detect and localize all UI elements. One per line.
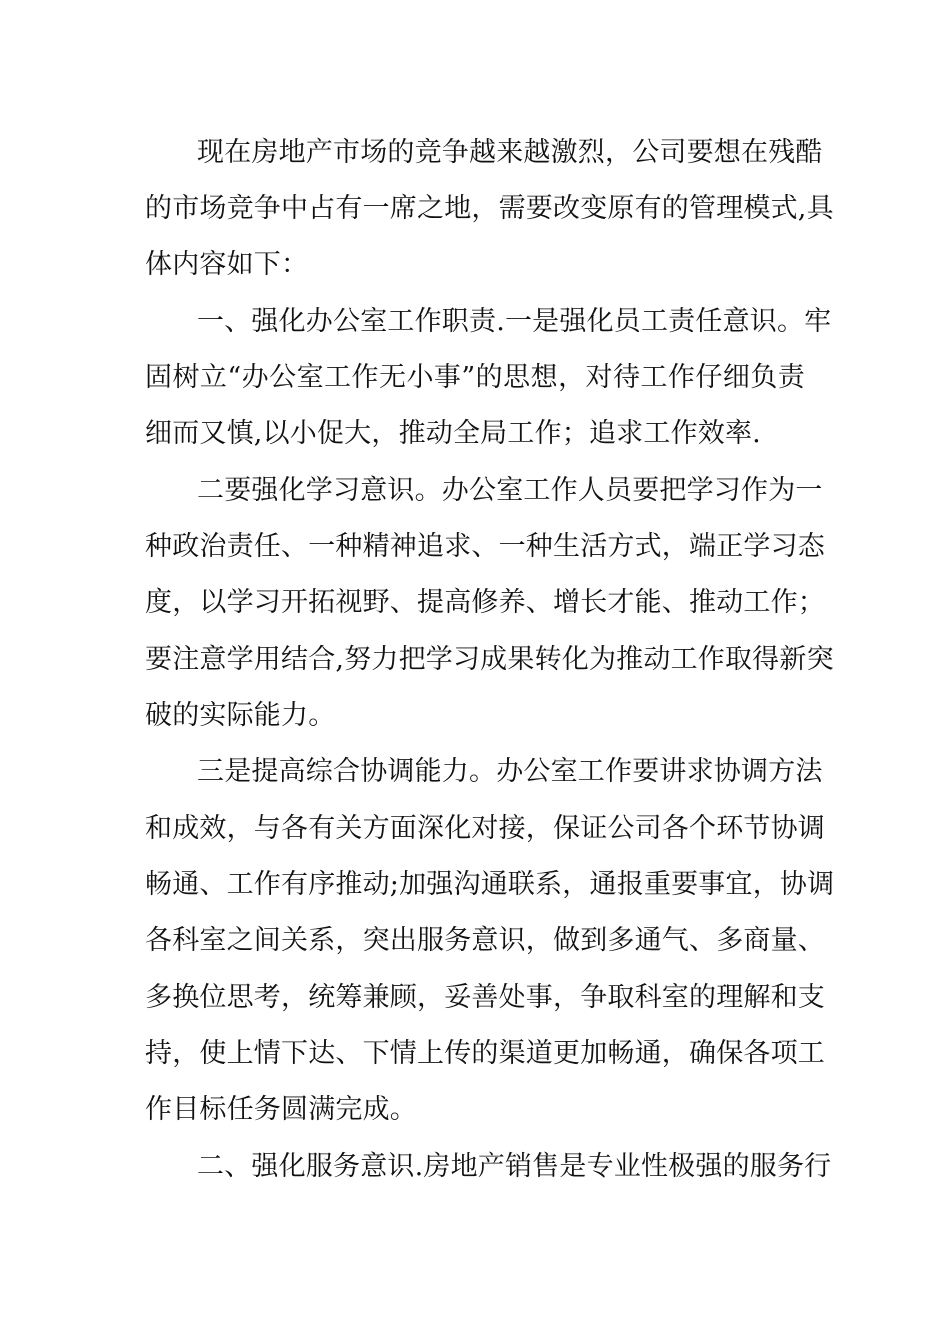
text-line: 体内容如下： — [145, 249, 309, 280]
text-line: 各科室之间关系，突出服务意识，做到多通气、多商量、 — [145, 925, 825, 956]
text-line: 的市场竞争中占有一席之地，需要改变原有的管理模式,具 — [145, 193, 834, 224]
text-line: 作目标任务圆满完成。 — [145, 1094, 417, 1125]
text-line: 和成效，与各有关方面深化对接，保证公司各个环节协调 — [145, 813, 825, 844]
text-line: 破的实际能力。 — [145, 700, 336, 731]
text-line: 一、强化办公室工作职责.一是强化员工责任意识。牢 — [197, 306, 832, 337]
text-line: 要注意学用结合,努力把学习成果转化为推动工作取得新突 — [145, 644, 834, 675]
text-line: 三是提高综合协调能力。办公室工作要讲求协调方法 — [197, 756, 823, 787]
text-line: 持，使上情下达、下情上传的渠道更加畅通，确保各项工 — [145, 1038, 825, 1069]
text-line: 多换位思考，统筹兼顾，妥善处事，争取科室的理解和支 — [145, 982, 825, 1013]
text-line: 现在房地产市场的竞争越来越激烈，公司要想在残酷 — [197, 137, 823, 168]
text-line: 度，以学习开拓视野、提高修养、增长才能、推动工作； — [145, 587, 825, 618]
text-line: 细而又慎,以小促大，推动全局工作；追求工作效率. — [145, 418, 761, 449]
text-line: 种政治责任、一种精神追求、一种生活方式，端正学习态 — [145, 531, 825, 562]
text-line: 固树立“办公室工作无小事”的思想，对待工作仔细负责 — [145, 362, 805, 393]
text-line: 畅通、工作有序推动;加强沟通联系，通报重要事宜，协调 — [145, 869, 835, 900]
text-line: 二、强化服务意识.房地产销售是专业性极强的服务行 — [197, 1151, 832, 1182]
text-line: 二要强化学习意识。办公室工作人员要把学习作为一 — [197, 475, 823, 506]
